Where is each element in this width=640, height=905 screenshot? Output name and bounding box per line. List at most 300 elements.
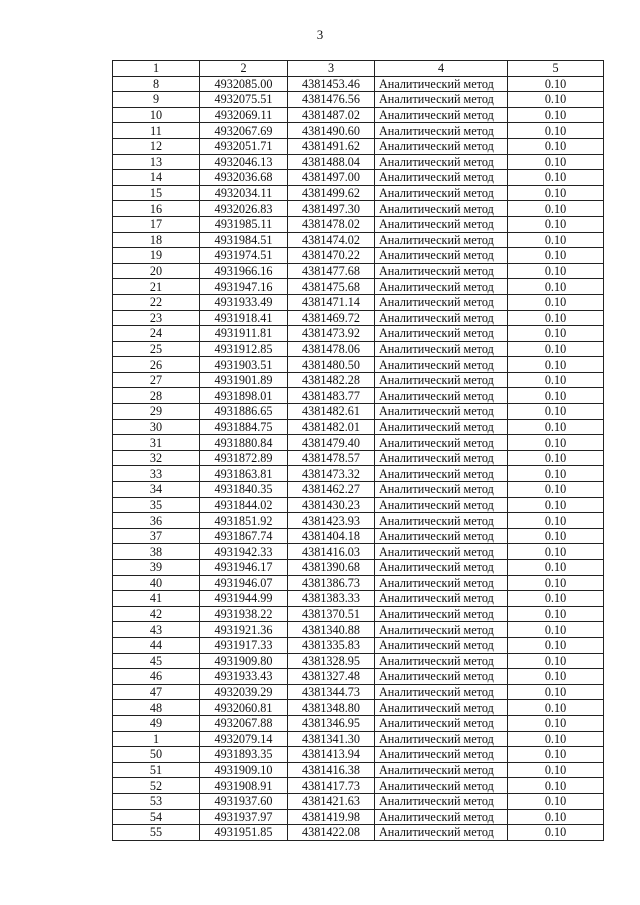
table-row bbox=[113, 793, 604, 809]
method-cell: Аналитический метод bbox=[375, 622, 508, 638]
table-row bbox=[113, 388, 604, 404]
table-row bbox=[113, 466, 604, 482]
method-cell: Аналитический метод bbox=[375, 747, 508, 763]
table-row bbox=[113, 700, 604, 716]
accuracy-cell: 0.10 bbox=[508, 684, 604, 700]
y-coordinate-cell: 4381470.22 bbox=[288, 248, 375, 264]
method-cell: Аналитический метод bbox=[375, 248, 508, 264]
accuracy-cell: 0.10 bbox=[508, 216, 604, 232]
table-row bbox=[113, 232, 604, 248]
y-coordinate-cell: 4381346.95 bbox=[288, 715, 375, 731]
method-cell: Аналитический метод bbox=[375, 560, 508, 576]
y-coordinate-cell: 4381386.73 bbox=[288, 575, 375, 591]
table-row bbox=[113, 591, 604, 607]
x-coordinate-cell: 4931985.11 bbox=[200, 216, 288, 232]
x-coordinate-cell: 4931880.84 bbox=[200, 435, 288, 451]
point-number-cell: 10 bbox=[113, 107, 200, 123]
method-cell: Аналитический метод bbox=[375, 294, 508, 310]
y-coordinate-cell: 4381430.23 bbox=[288, 497, 375, 513]
point-number-cell: 11 bbox=[113, 123, 200, 139]
method-cell: Аналитический метод bbox=[375, 513, 508, 529]
point-number-cell: 16 bbox=[113, 201, 200, 217]
method-cell: Аналитический метод bbox=[375, 372, 508, 388]
point-number-cell: 23 bbox=[113, 310, 200, 326]
accuracy-cell: 0.10 bbox=[508, 326, 604, 342]
x-coordinate-cell: 4931867.74 bbox=[200, 528, 288, 544]
accuracy-cell: 0.10 bbox=[508, 263, 604, 279]
y-coordinate-cell: 4381478.06 bbox=[288, 341, 375, 357]
accuracy-cell: 0.10 bbox=[508, 248, 604, 264]
y-coordinate-cell: 4381482.28 bbox=[288, 372, 375, 388]
method-cell: Аналитический метод bbox=[375, 497, 508, 513]
x-coordinate-cell: 4932039.29 bbox=[200, 684, 288, 700]
accuracy-cell: 0.10 bbox=[508, 715, 604, 731]
method-cell: Аналитический метод bbox=[375, 185, 508, 201]
x-coordinate-cell: 4932085.00 bbox=[200, 76, 288, 92]
method-cell: Аналитический метод bbox=[375, 357, 508, 373]
method-cell: Аналитический метод bbox=[375, 310, 508, 326]
point-number-cell: 27 bbox=[113, 372, 200, 388]
point-number-cell: 14 bbox=[113, 170, 200, 186]
table-row bbox=[113, 513, 604, 529]
method-cell: Аналитический метод bbox=[375, 450, 508, 466]
method-cell: Аналитический метод bbox=[375, 528, 508, 544]
x-coordinate-cell: 4932075.51 bbox=[200, 92, 288, 108]
method-cell: Аналитический метод bbox=[375, 404, 508, 420]
accuracy-cell: 0.10 bbox=[508, 294, 604, 310]
y-coordinate-cell: 4381335.83 bbox=[288, 637, 375, 653]
column-header: 2 bbox=[200, 61, 288, 77]
table-row bbox=[113, 544, 604, 560]
method-cell: Аналитический метод bbox=[375, 575, 508, 591]
x-coordinate-cell: 4932067.88 bbox=[200, 715, 288, 731]
point-number-cell: 31 bbox=[113, 435, 200, 451]
point-number-cell: 42 bbox=[113, 606, 200, 622]
point-number-cell: 48 bbox=[113, 700, 200, 716]
x-coordinate-cell: 4931908.91 bbox=[200, 778, 288, 794]
x-coordinate-cell: 4932036.68 bbox=[200, 170, 288, 186]
accuracy-cell: 0.10 bbox=[508, 762, 604, 778]
accuracy-cell: 0.10 bbox=[508, 809, 604, 825]
table-row bbox=[113, 185, 604, 201]
accuracy-cell: 0.10 bbox=[508, 466, 604, 482]
y-coordinate-cell: 4381341.30 bbox=[288, 731, 375, 747]
y-coordinate-cell: 4381416.38 bbox=[288, 762, 375, 778]
table-row bbox=[113, 357, 604, 373]
point-number-cell: 13 bbox=[113, 154, 200, 170]
table-row bbox=[113, 669, 604, 685]
accuracy-cell: 0.10 bbox=[508, 76, 604, 92]
table-row bbox=[113, 435, 604, 451]
method-cell: Аналитический метод bbox=[375, 76, 508, 92]
table-row bbox=[113, 372, 604, 388]
point-number-cell: 15 bbox=[113, 185, 200, 201]
accuracy-cell: 0.10 bbox=[508, 357, 604, 373]
point-number-cell: 41 bbox=[113, 591, 200, 607]
accuracy-cell: 0.10 bbox=[508, 170, 604, 186]
table-row bbox=[113, 747, 604, 763]
table-row bbox=[113, 279, 604, 295]
table-row bbox=[113, 653, 604, 669]
method-cell: Аналитический метод bbox=[375, 482, 508, 498]
accuracy-cell: 0.10 bbox=[508, 528, 604, 544]
y-coordinate-cell: 4381471.14 bbox=[288, 294, 375, 310]
table-header-row bbox=[113, 61, 604, 77]
table-row bbox=[113, 107, 604, 123]
table-row bbox=[113, 762, 604, 778]
point-number-cell: 17 bbox=[113, 216, 200, 232]
method-cell: Аналитический метод bbox=[375, 731, 508, 747]
method-cell: Аналитический метод bbox=[375, 216, 508, 232]
column-header: 1 bbox=[113, 61, 200, 77]
accuracy-cell: 0.10 bbox=[508, 107, 604, 123]
accuracy-cell: 0.10 bbox=[508, 138, 604, 154]
accuracy-cell: 0.10 bbox=[508, 435, 604, 451]
x-coordinate-cell: 4932034.11 bbox=[200, 185, 288, 201]
point-number-cell: 8 bbox=[113, 76, 200, 92]
table-row bbox=[113, 715, 604, 731]
x-coordinate-cell: 4932051.71 bbox=[200, 138, 288, 154]
accuracy-cell: 0.10 bbox=[508, 513, 604, 529]
method-cell: Аналитический метод bbox=[375, 684, 508, 700]
point-number-cell: 39 bbox=[113, 560, 200, 576]
x-coordinate-cell: 4931844.02 bbox=[200, 497, 288, 513]
y-coordinate-cell: 4381490.60 bbox=[288, 123, 375, 139]
method-cell: Аналитический метод bbox=[375, 778, 508, 794]
x-coordinate-cell: 4932069.11 bbox=[200, 107, 288, 123]
table-row bbox=[113, 310, 604, 326]
x-coordinate-cell: 4931937.97 bbox=[200, 809, 288, 825]
point-number-cell: 46 bbox=[113, 669, 200, 685]
x-coordinate-cell: 4932067.69 bbox=[200, 123, 288, 139]
method-cell: Аналитический метод bbox=[375, 669, 508, 685]
accuracy-cell: 0.10 bbox=[508, 560, 604, 576]
x-coordinate-cell: 4931921.36 bbox=[200, 622, 288, 638]
point-number-cell: 22 bbox=[113, 294, 200, 310]
point-number-cell: 21 bbox=[113, 279, 200, 295]
table-row bbox=[113, 138, 604, 154]
table-row bbox=[113, 216, 604, 232]
table-row bbox=[113, 404, 604, 420]
method-cell: Аналитический метод bbox=[375, 466, 508, 482]
page-number: 3 bbox=[316, 27, 324, 42]
x-coordinate-cell: 4931918.41 bbox=[200, 310, 288, 326]
y-coordinate-cell: 4381419.98 bbox=[288, 809, 375, 825]
point-number-cell: 34 bbox=[113, 482, 200, 498]
x-coordinate-cell: 4932046.13 bbox=[200, 154, 288, 170]
table-row bbox=[113, 92, 604, 108]
method-cell: Аналитический метод bbox=[375, 591, 508, 607]
accuracy-cell: 0.10 bbox=[508, 404, 604, 420]
x-coordinate-cell: 4931909.10 bbox=[200, 762, 288, 778]
point-number-cell: 47 bbox=[113, 684, 200, 700]
table-row bbox=[113, 482, 604, 498]
method-cell: Аналитический метод bbox=[375, 762, 508, 778]
x-coordinate-cell: 4931966.16 bbox=[200, 263, 288, 279]
coordinates-table bbox=[112, 60, 604, 841]
y-coordinate-cell: 4381487.02 bbox=[288, 107, 375, 123]
point-number-cell: 54 bbox=[113, 809, 200, 825]
x-coordinate-cell: 4931898.01 bbox=[200, 388, 288, 404]
table-row bbox=[113, 637, 604, 653]
y-coordinate-cell: 4381370.51 bbox=[288, 606, 375, 622]
accuracy-cell: 0.10 bbox=[508, 793, 604, 809]
method-cell: Аналитический метод bbox=[375, 419, 508, 435]
method-cell: Аналитический метод bbox=[375, 715, 508, 731]
x-coordinate-cell: 4931946.07 bbox=[200, 575, 288, 591]
x-coordinate-cell: 4931901.89 bbox=[200, 372, 288, 388]
table-row bbox=[113, 154, 604, 170]
y-coordinate-cell: 4381328.95 bbox=[288, 653, 375, 669]
point-number-cell: 20 bbox=[113, 263, 200, 279]
point-number-cell: 49 bbox=[113, 715, 200, 731]
x-coordinate-cell: 4931937.60 bbox=[200, 793, 288, 809]
table-row bbox=[113, 248, 604, 264]
point-number-cell: 35 bbox=[113, 497, 200, 513]
y-coordinate-cell: 4381416.03 bbox=[288, 544, 375, 560]
accuracy-cell: 0.10 bbox=[508, 669, 604, 685]
x-coordinate-cell: 4931933.43 bbox=[200, 669, 288, 685]
method-cell: Аналитический метод bbox=[375, 154, 508, 170]
method-cell: Аналитический метод bbox=[375, 388, 508, 404]
x-coordinate-cell: 4931984.51 bbox=[200, 232, 288, 248]
table-row bbox=[113, 560, 604, 576]
x-coordinate-cell: 4931893.35 bbox=[200, 747, 288, 763]
table-row bbox=[113, 294, 604, 310]
method-cell: Аналитический метод bbox=[375, 138, 508, 154]
y-coordinate-cell: 4381476.56 bbox=[288, 92, 375, 108]
accuracy-cell: 0.10 bbox=[508, 825, 604, 841]
table-body bbox=[113, 76, 604, 840]
accuracy-cell: 0.10 bbox=[508, 747, 604, 763]
y-coordinate-cell: 4381474.02 bbox=[288, 232, 375, 248]
accuracy-cell: 0.10 bbox=[508, 185, 604, 201]
method-cell: Аналитический метод bbox=[375, 793, 508, 809]
y-coordinate-cell: 4381348.80 bbox=[288, 700, 375, 716]
method-cell: Аналитический метод bbox=[375, 637, 508, 653]
y-coordinate-cell: 4381404.18 bbox=[288, 528, 375, 544]
method-cell: Аналитический метод bbox=[375, 653, 508, 669]
table-row bbox=[113, 76, 604, 92]
table-row bbox=[113, 622, 604, 638]
point-number-cell: 26 bbox=[113, 357, 200, 373]
point-number-cell: 24 bbox=[113, 326, 200, 342]
y-coordinate-cell: 4381499.62 bbox=[288, 185, 375, 201]
table-row bbox=[113, 419, 604, 435]
accuracy-cell: 0.10 bbox=[508, 575, 604, 591]
y-coordinate-cell: 4381473.32 bbox=[288, 466, 375, 482]
x-coordinate-cell: 4931917.33 bbox=[200, 637, 288, 653]
accuracy-cell: 0.10 bbox=[508, 700, 604, 716]
point-number-cell: 52 bbox=[113, 778, 200, 794]
column-header: 5 bbox=[508, 61, 604, 77]
x-coordinate-cell: 4931872.89 bbox=[200, 450, 288, 466]
y-coordinate-cell: 4381491.62 bbox=[288, 138, 375, 154]
method-cell: Аналитический метод bbox=[375, 263, 508, 279]
accuracy-cell: 0.10 bbox=[508, 482, 604, 498]
x-coordinate-cell: 4931884.75 bbox=[200, 419, 288, 435]
table-row bbox=[113, 809, 604, 825]
y-coordinate-cell: 4381423.93 bbox=[288, 513, 375, 529]
x-coordinate-cell: 4932079.14 bbox=[200, 731, 288, 747]
point-number-cell: 44 bbox=[113, 637, 200, 653]
point-number-cell: 38 bbox=[113, 544, 200, 560]
point-number-cell: 1 bbox=[113, 731, 200, 747]
method-cell: Аналитический метод bbox=[375, 232, 508, 248]
y-coordinate-cell: 4381488.04 bbox=[288, 154, 375, 170]
column-header: 3 bbox=[288, 61, 375, 77]
y-coordinate-cell: 4381477.68 bbox=[288, 263, 375, 279]
accuracy-cell: 0.10 bbox=[508, 450, 604, 466]
method-cell: Аналитический метод bbox=[375, 326, 508, 342]
method-cell: Аналитический метод bbox=[375, 107, 508, 123]
y-coordinate-cell: 4381340.88 bbox=[288, 622, 375, 638]
accuracy-cell: 0.10 bbox=[508, 497, 604, 513]
table-row bbox=[113, 201, 604, 217]
method-cell: Аналитический метод bbox=[375, 279, 508, 295]
method-cell: Аналитический метод bbox=[375, 123, 508, 139]
point-number-cell: 33 bbox=[113, 466, 200, 482]
table-row bbox=[113, 778, 604, 794]
x-coordinate-cell: 4931951.85 bbox=[200, 825, 288, 841]
point-number-cell: 9 bbox=[113, 92, 200, 108]
x-coordinate-cell: 4931863.81 bbox=[200, 466, 288, 482]
accuracy-cell: 0.10 bbox=[508, 372, 604, 388]
table-row bbox=[113, 731, 604, 747]
accuracy-cell: 0.10 bbox=[508, 232, 604, 248]
y-coordinate-cell: 4381453.46 bbox=[288, 76, 375, 92]
x-coordinate-cell: 4931933.49 bbox=[200, 294, 288, 310]
x-coordinate-cell: 4931911.81 bbox=[200, 326, 288, 342]
column-header: 4 bbox=[375, 61, 508, 77]
table-row bbox=[113, 606, 604, 622]
accuracy-cell: 0.10 bbox=[508, 388, 604, 404]
point-number-cell: 18 bbox=[113, 232, 200, 248]
table-row bbox=[113, 123, 604, 139]
accuracy-cell: 0.10 bbox=[508, 341, 604, 357]
accuracy-cell: 0.10 bbox=[508, 123, 604, 139]
method-cell: Аналитический метод bbox=[375, 435, 508, 451]
x-coordinate-cell: 4932060.81 bbox=[200, 700, 288, 716]
point-number-cell: 12 bbox=[113, 138, 200, 154]
x-coordinate-cell: 4931947.16 bbox=[200, 279, 288, 295]
table-row bbox=[113, 170, 604, 186]
y-coordinate-cell: 4381383.33 bbox=[288, 591, 375, 607]
point-number-cell: 43 bbox=[113, 622, 200, 638]
x-coordinate-cell: 4931912.85 bbox=[200, 341, 288, 357]
method-cell: Аналитический метод bbox=[375, 700, 508, 716]
accuracy-cell: 0.10 bbox=[508, 606, 604, 622]
y-coordinate-cell: 4381469.72 bbox=[288, 310, 375, 326]
y-coordinate-cell: 4381413.94 bbox=[288, 747, 375, 763]
y-coordinate-cell: 4381422.08 bbox=[288, 825, 375, 841]
point-number-cell: 25 bbox=[113, 341, 200, 357]
x-coordinate-cell: 4931851.92 bbox=[200, 513, 288, 529]
accuracy-cell: 0.10 bbox=[508, 544, 604, 560]
y-coordinate-cell: 4381417.73 bbox=[288, 778, 375, 794]
x-coordinate-cell: 4931946.17 bbox=[200, 560, 288, 576]
point-number-cell: 36 bbox=[113, 513, 200, 529]
table-row bbox=[113, 450, 604, 466]
y-coordinate-cell: 4381497.00 bbox=[288, 170, 375, 186]
y-coordinate-cell: 4381421.63 bbox=[288, 793, 375, 809]
x-coordinate-cell: 4931944.99 bbox=[200, 591, 288, 607]
x-coordinate-cell: 4931840.35 bbox=[200, 482, 288, 498]
table-row bbox=[113, 263, 604, 279]
accuracy-cell: 0.10 bbox=[508, 778, 604, 794]
point-number-cell: 37 bbox=[113, 528, 200, 544]
method-cell: Аналитический метод bbox=[375, 92, 508, 108]
x-coordinate-cell: 4931942.33 bbox=[200, 544, 288, 560]
accuracy-cell: 0.10 bbox=[508, 637, 604, 653]
y-coordinate-cell: 4381462.27 bbox=[288, 482, 375, 498]
y-coordinate-cell: 4381482.01 bbox=[288, 419, 375, 435]
accuracy-cell: 0.10 bbox=[508, 591, 604, 607]
accuracy-cell: 0.10 bbox=[508, 154, 604, 170]
y-coordinate-cell: 4381482.61 bbox=[288, 404, 375, 420]
y-coordinate-cell: 4381483.77 bbox=[288, 388, 375, 404]
x-coordinate-cell: 4932026.83 bbox=[200, 201, 288, 217]
x-coordinate-cell: 4931974.51 bbox=[200, 248, 288, 264]
accuracy-cell: 0.10 bbox=[508, 622, 604, 638]
point-number-cell: 45 bbox=[113, 653, 200, 669]
method-cell: Аналитический метод bbox=[375, 825, 508, 841]
accuracy-cell: 0.10 bbox=[508, 279, 604, 295]
accuracy-cell: 0.10 bbox=[508, 310, 604, 326]
table-row bbox=[113, 497, 604, 513]
method-cell: Аналитический метод bbox=[375, 201, 508, 217]
accuracy-cell: 0.10 bbox=[508, 201, 604, 217]
y-coordinate-cell: 4381344.73 bbox=[288, 684, 375, 700]
table-row bbox=[113, 684, 604, 700]
accuracy-cell: 0.10 bbox=[508, 419, 604, 435]
point-number-cell: 40 bbox=[113, 575, 200, 591]
y-coordinate-cell: 4381475.68 bbox=[288, 279, 375, 295]
point-number-cell: 19 bbox=[113, 248, 200, 264]
point-number-cell: 32 bbox=[113, 450, 200, 466]
y-coordinate-cell: 4381480.50 bbox=[288, 357, 375, 373]
method-cell: Аналитический метод bbox=[375, 170, 508, 186]
accuracy-cell: 0.10 bbox=[508, 731, 604, 747]
method-cell: Аналитический метод bbox=[375, 544, 508, 560]
method-cell: Аналитический метод bbox=[375, 606, 508, 622]
method-cell: Аналитический метод bbox=[375, 809, 508, 825]
point-number-cell: 28 bbox=[113, 388, 200, 404]
table-row bbox=[113, 575, 604, 591]
x-coordinate-cell: 4931903.51 bbox=[200, 357, 288, 373]
y-coordinate-cell: 4381478.57 bbox=[288, 450, 375, 466]
table-row bbox=[113, 341, 604, 357]
y-coordinate-cell: 4381327.48 bbox=[288, 669, 375, 685]
y-coordinate-cell: 4381497.30 bbox=[288, 201, 375, 217]
y-coordinate-cell: 4381390.68 bbox=[288, 560, 375, 576]
point-number-cell: 55 bbox=[113, 825, 200, 841]
y-coordinate-cell: 4381478.02 bbox=[288, 216, 375, 232]
table-row bbox=[113, 528, 604, 544]
x-coordinate-cell: 4931938.22 bbox=[200, 606, 288, 622]
y-coordinate-cell: 4381473.92 bbox=[288, 326, 375, 342]
x-coordinate-cell: 4931909.80 bbox=[200, 653, 288, 669]
point-number-cell: 51 bbox=[113, 762, 200, 778]
point-number-cell: 53 bbox=[113, 793, 200, 809]
y-coordinate-cell: 4381479.40 bbox=[288, 435, 375, 451]
accuracy-cell: 0.10 bbox=[508, 92, 604, 108]
point-number-cell: 50 bbox=[113, 747, 200, 763]
x-coordinate-cell: 4931886.65 bbox=[200, 404, 288, 420]
method-cell: Аналитический метод bbox=[375, 341, 508, 357]
table-row bbox=[113, 825, 604, 841]
point-number-cell: 30 bbox=[113, 419, 200, 435]
